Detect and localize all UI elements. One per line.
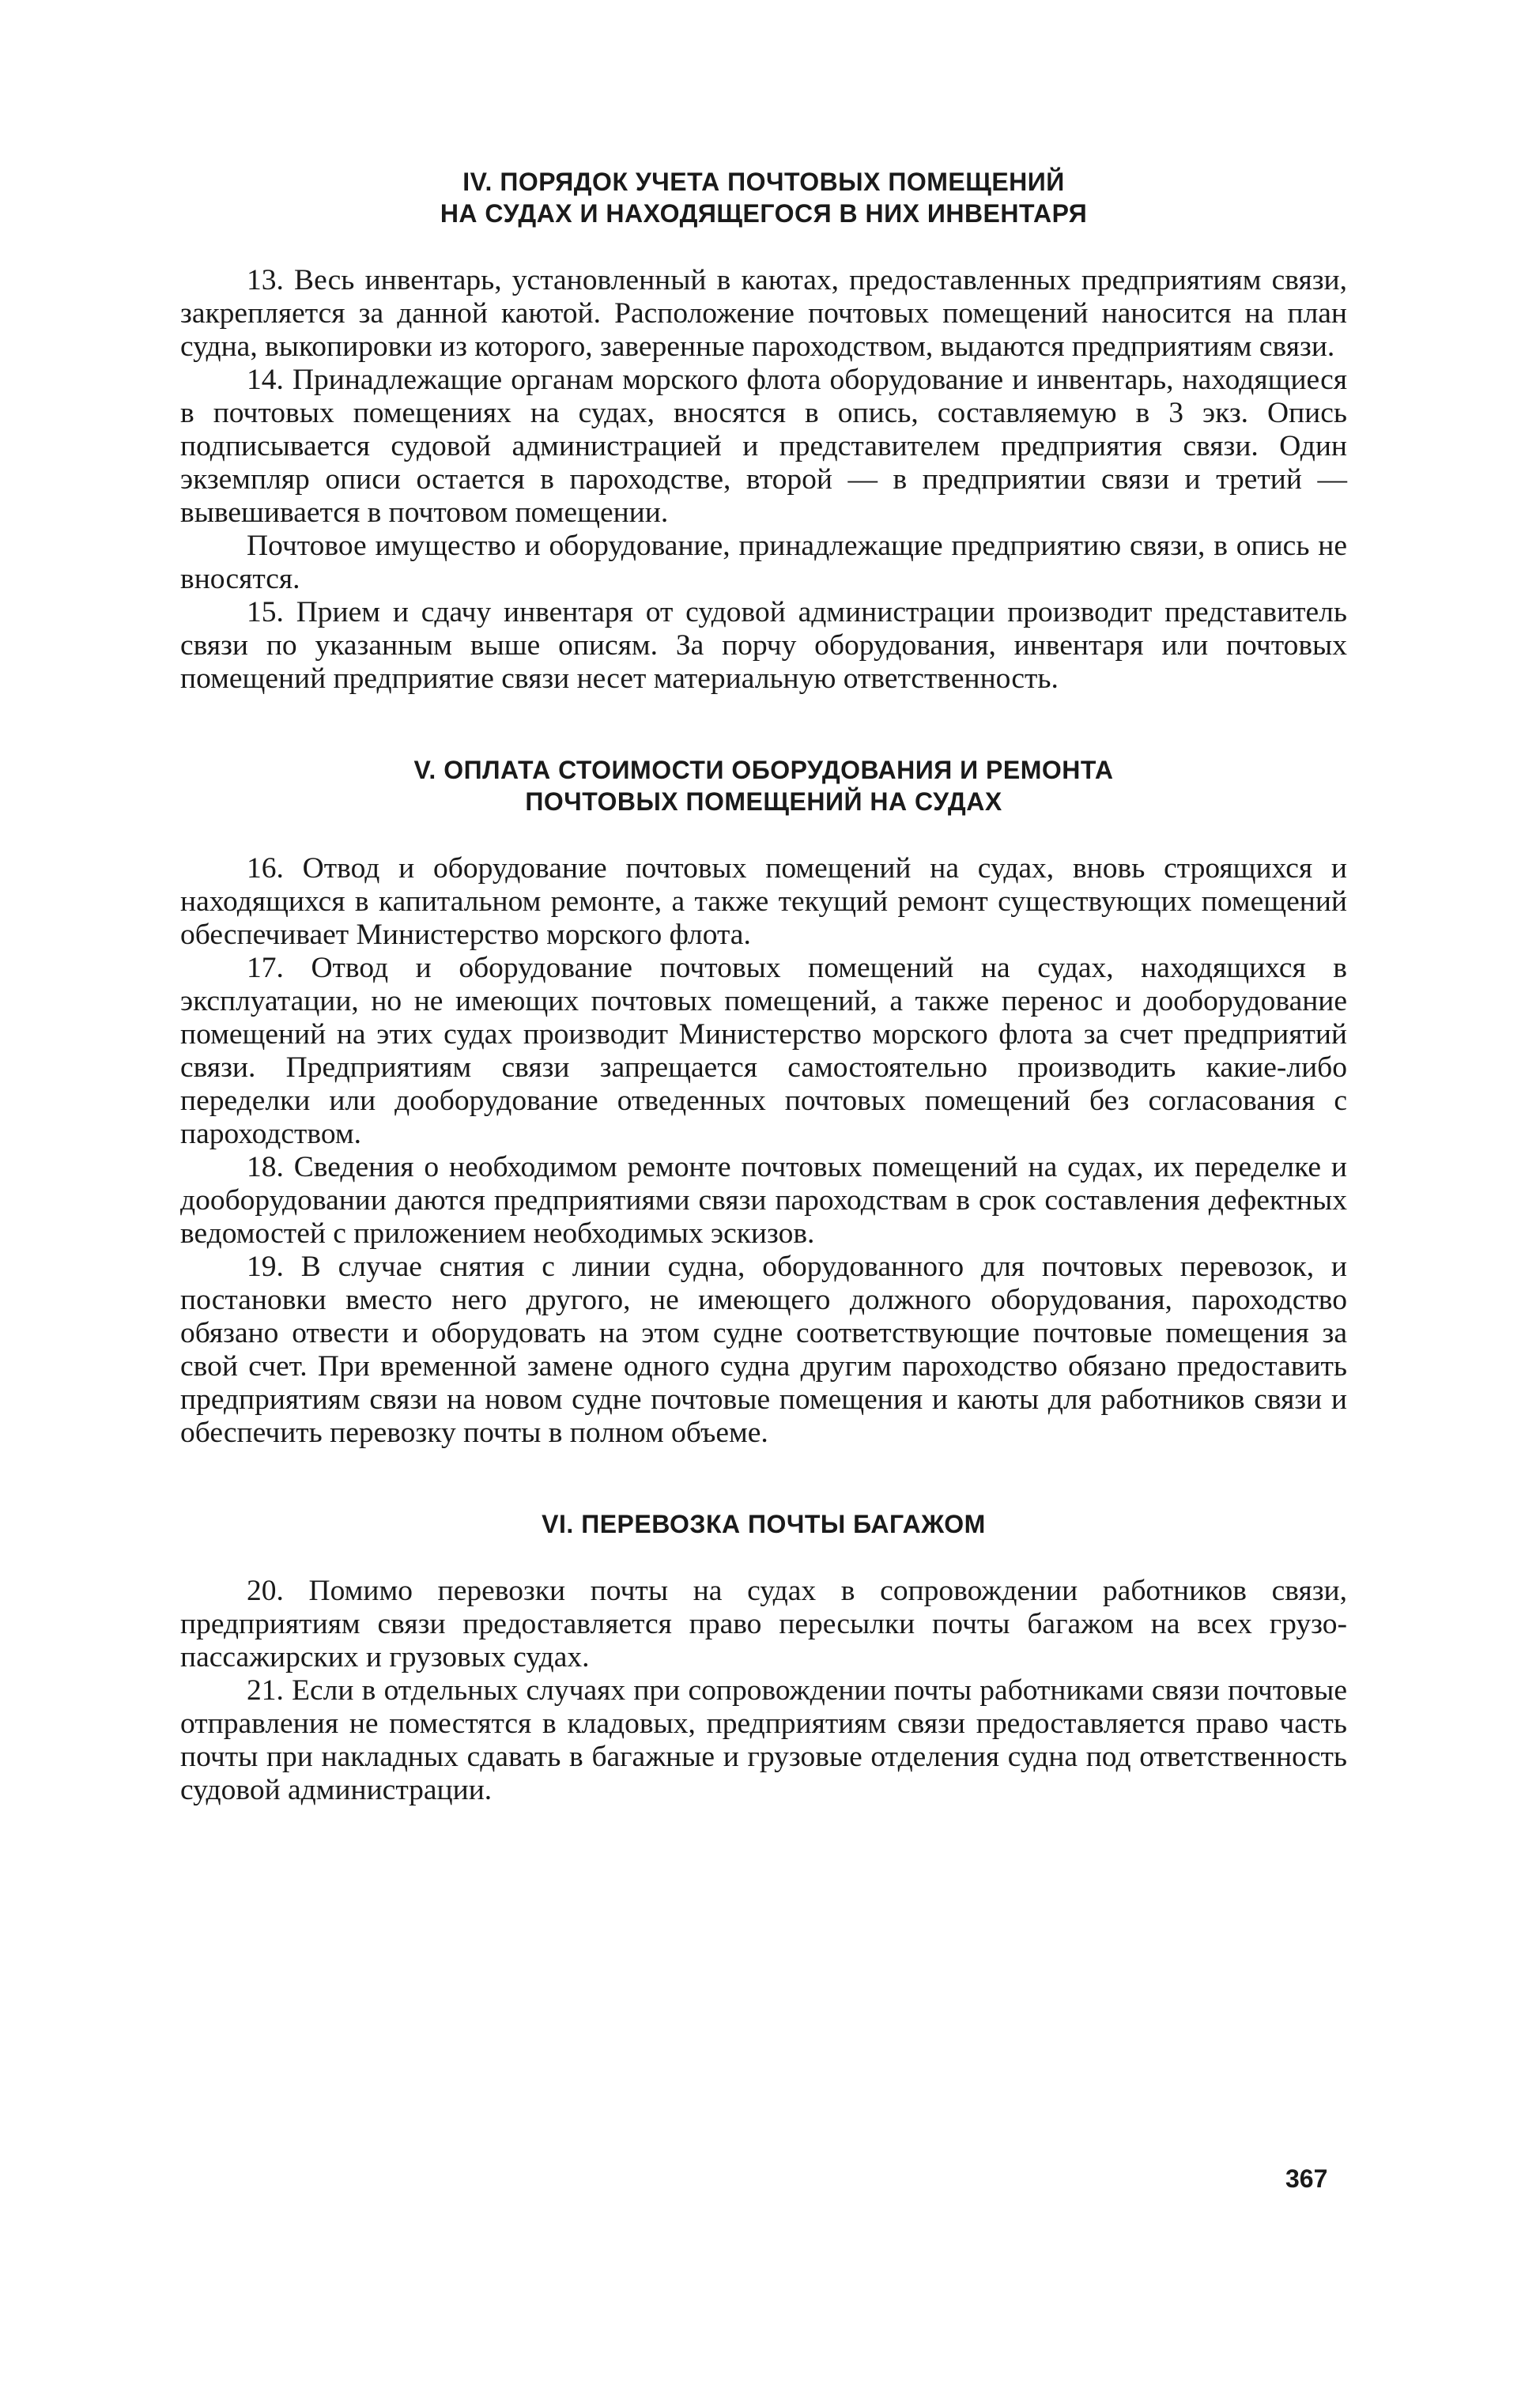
paragraph-16: 16. Отвод и оборудование почтовых помещений на судах, вновь строящихся и находящихся в капитальном ремонте, а также текущий ремонт существующих помещений обеспечивает Министерство морского флота.: [180, 852, 1347, 951]
paragraph-14: 14. Принадлежащие органам морского флота оборудование и инвентарь, находящиеся в почтовых помещениях на судах, вносятся в опись, составляемую в 3 экз. Опись подписывается судовой администрацией и представителем предприятия связи. Один экземпляр описи остается в пароходстве, второй — в предприятии связи и третий — вывешивается в почтовом помещении.: [180, 364, 1347, 529]
paragraph-13: 13. Весь инвентарь, установленный в каютах, предоставленных предприятиям связи, закрепляется за данной каютой. Расположение почтовых помещений наносится на план судна, выкопировки из которого, заверенные пароходством, выдаются предприятиям связи.: [180, 264, 1347, 363]
paragraph-19: 19. В случае снятия с линии судна, оборудованного для почтовых перевозок, и постановки вместо него другого, не имеющего должного оборудования, пароходство обязано отвести и оборудовать на этом судне соответствующие почтовые помещения за свой счет. При временной замене одного судна другим пароходство обязано предоставить предприятиям связи на новом судне почтовые помещения и каюты для работников связи и обеспечить перевозку почты в полном объеме.: [180, 1251, 1347, 1449]
section-title-line: НА СУДАХ И НАХОДЯЩЕГОСЯ В НИХ ИНВЕНТАРЯ: [440, 199, 1088, 228]
document-page: [180, 166, 1347, 1807]
paragraph-21: 21. Если в отдельных случаях при сопровождении почты работниками связи почтовые отправления не поместятся в кладовых, предприятиям связи предоставляется право часть почты при накладных сдавать в багажные и грузовые отделения судна под ответственность судовой администрации.: [180, 1674, 1347, 1806]
section-title-line: VI. ПЕРЕВОЗКА ПОЧТЫ БАГАЖОМ: [542, 1510, 986, 1538]
section-title-line: ПОЧТОВЫХ ПОМЕЩЕНИЙ НА СУДАХ: [525, 787, 1002, 816]
paragraph-14-note: Почтовое имущество и оборудование, принадлежащие предприятию связи, в опись не вносятся.: [180, 530, 1347, 595]
section-title: [180, 166, 1347, 229]
section-gap: [180, 1450, 1347, 1508]
section-title-line: V. ОПЛАТА СТОИМОСТИ ОБОРУДОВАНИЯ И РЕМОНТА: [413, 756, 1114, 784]
section-iv: [180, 166, 1347, 696]
paragraph-18: 18. Сведения о необходимом ремонте почтовых помещений на судах, их переделке и дооборудовании даются предприятиями связи пароходствам в срок составления дефектных ведомостей с приложением необходимых эскизов.: [180, 1151, 1347, 1250]
section-title: [180, 754, 1347, 817]
paragraph-17: 17. Отвод и оборудование почтовых помещений на судах, находящихся в эксплуатации, но не имеющих почтовых помещений, а также перенос и дооборудование помещений на этих судах производит Министерство морского флота за счет предприятий связи. Предприятиям связи запрещается самостоятельно производить какие-либо переделки или дооборудование отведенных почтовых помещений без согласования с пароходством.: [180, 952, 1347, 1150]
section-vi: [180, 1508, 1347, 1807]
paragraph-20: 20. Помимо перевозки почты на судах в сопровождении работников связи, предприятиям связи предоставляется право пересылки почты багажом на всех грузо-пассажирских и грузовых судах.: [180, 1575, 1347, 1673]
section-title: [180, 1508, 1347, 1540]
page-number: 367: [1285, 2164, 1328, 2193]
section-gap: [180, 696, 1347, 754]
section-title-line: IV. ПОРЯДОК УЧЕТА ПОЧТОВЫХ ПОМЕЩЕНИЙ: [462, 168, 1065, 196]
paragraph-15: 15. Прием и сдачу инвентаря от судовой администрации производит представитель связи по указанным выше описям. За порчу оборудования, инвентаря или почтовых помещений предприятие связи несет материальную ответственность.: [180, 596, 1347, 695]
section-v: [180, 754, 1347, 1450]
